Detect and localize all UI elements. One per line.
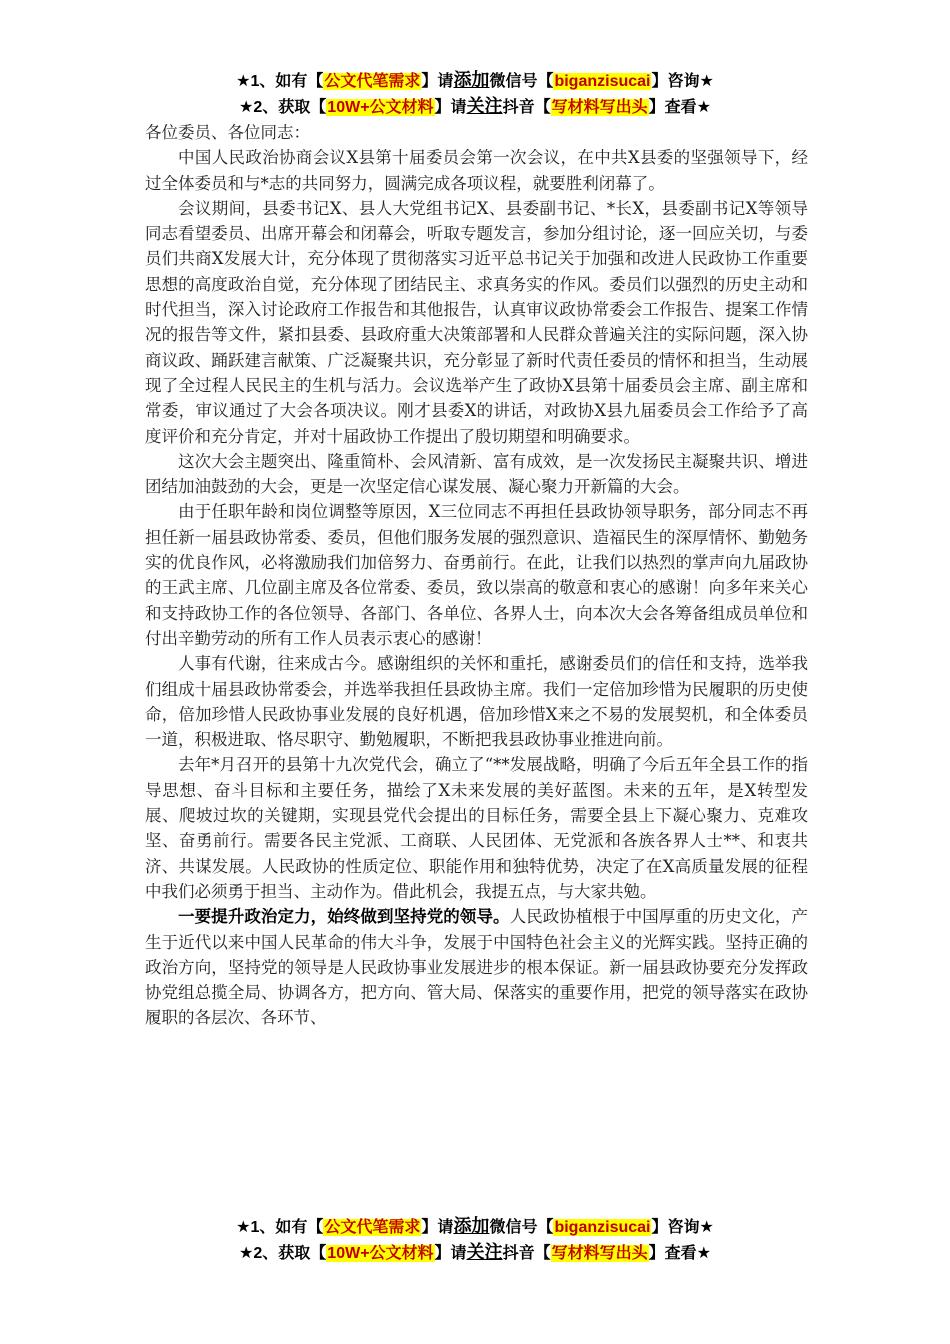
- banner-text: ★1、如有【: [236, 73, 324, 90]
- document-body: [145, 120, 808, 1031]
- highlight-service: 公文代笔需求: [324, 73, 421, 90]
- salutation: 各位委员、各位同志：: [145, 123, 310, 142]
- banner-text: 】请: [421, 73, 454, 90]
- banner-text: ★2、获取【: [239, 1245, 327, 1262]
- highlight-wechat-id: biganzisucai: [554, 73, 651, 90]
- banner-text: 】咨询★: [651, 73, 714, 90]
- highlight-wechat-id: biganzisucai: [554, 1219, 651, 1236]
- emphasis-add: 添加: [453, 1216, 490, 1236]
- banner-text: 】请: [421, 1219, 454, 1236]
- banner-line-2: [0, 1240, 950, 1266]
- highlight-service: 公文代笔需求: [324, 1219, 421, 1236]
- paragraph-7: [145, 904, 808, 1030]
- banner-text: 抖音【: [502, 99, 551, 116]
- emphasis-follow: 关注: [466, 1242, 503, 1262]
- banner-text: 】查看★: [648, 99, 711, 116]
- paragraph-6: 去年*月召开的县第十九次党代会，确立了“**发展战略，明确了今后五年全县工作的指导思想、奋斗目标和主要任务，描绘了X未来发展的美好蓝图。未来的五年，是X转型发展、爬坡过坎的关键期，实现县党代会提出的目标任务，需要全县上下凝心聚力、克难攻坚、奋勇前行。需要各民主党派、工商联、人民团体、无党派和各族各界人士**、和衷共济、共谋发展。人民政协的性质定位、职能作用和独特优势，决定了在X高质量发展的征程中我们必须勇于担当、主动作为。借此机会，我提五点，与大家共勉。: [145, 755, 808, 901]
- paragraph-1: 中国人民政治协商会议X县第十届委员会第一次会议，在中共X县委的坚强领导下，经过全体委员和与*志的共同努力，圆满完成各项议程，就要胜利闭幕了。: [145, 148, 808, 193]
- banner-text: 微信号【: [489, 1219, 554, 1236]
- banner-line-2: [0, 94, 950, 120]
- banner-line-1: [0, 68, 950, 94]
- banner-text: ★1、如有【: [236, 1219, 324, 1236]
- paragraph-5: 人事有代谢，往来成古今。感谢组织的关怀和重托，感谢委员们的信任和支持，选举我们组成十届县政协常委会，并选举我担任县政协主席。我们一定倍加珍惜为民履职的历史使命，倍加珍惜人民政协事业发展的良好机遇，倍加珍惜X来之不易的发展契机，和全体委员一道，积极进取、恪尽职守、勤勉履职，不断把我县政协事业推进向前。: [145, 654, 808, 750]
- paragraph-3: 这次大会主题突出、隆重简朴、会风清新、富有成效，是一次发扬民主凝聚共识、增进团结加油鼓劲的大会，更是一次坚定信心谋发展、凝心聚力开新篇的大会。: [145, 451, 808, 497]
- banner-text: ★2、获取【: [239, 99, 327, 116]
- point-heading: 一要提升政治定力，始终做到坚持党的领导。: [178, 907, 510, 927]
- emphasis-add: 添加: [453, 70, 490, 90]
- highlight-douyin-id: 写材料写出头: [551, 99, 648, 116]
- highlight-materials: 10W+公文材料: [327, 1245, 434, 1262]
- bottom-ad-banner: [0, 1214, 950, 1266]
- banner-text: 微信号【: [489, 73, 554, 90]
- paragraph-7-text: 人民政协植根于中国厚重的历史文化，产生于近代以来中国人民革命的伟大斗争，发展于中国特色社会主义的光辉实践。坚持正确的政治方向，坚持党的领导是人民政协事业发展进步的根本保证。新一届县政协要充分发挥政协党组总揽全局、协调各方，把方向、管大局、保落实的重要作用，把党的领导落实在政协履职的各层次、各环节、: [145, 907, 809, 1028]
- banner-line-1: [0, 1214, 950, 1240]
- paragraph-2: 会议期间，县委书记X、县人大党组书记X、县委副书记、*长X，县委副书记X等领导同志看望委员、出席开幕会和闭幕会，听取专题发言，参加分组讨论，逐一回应关切，与委员们共商X发展大计，充分体现了贯彻落实习近平总书记关于加强和改进人民政协工作重要思想的高度政治自觉，充分体现了团结民主、求真务实的作风。委员们以强烈的历史主动和时代担当，深入讨论政府工作报告和其他报告，认真审议政协常委会工作报告、提案工作情况的报告等文件，紧扣县委、县政府重大决策部署和人民群众普遍关注的实际问题，深入协商议政、踊跃建言献策、广泛凝聚共识，充分彰显了新时代责任委员的情怀和担当，生动展现了全过程人民民主的生机与活力。会议选举产生了政协X县第十届委员会主席、副主席和常委，审议通过了大会各项决议。刚才县委X的讲话，对政协X县九届委员会工作给予了高度评价和充分肯定，并对十届政协工作提出了殷切期望和明确要求。: [145, 198, 808, 446]
- paragraph-4: 由于任职年龄和岗位调整等原因，X三位同志不再担任县政协领导职务，部分同志不再担任新一届县政协常委、委员，但他们服务发展的强烈意识、造福民生的深厚情怀、勤勉务实的优良作风，必将激励我们加倍努力、奋勇前行。在此，让我们以热烈的掌声向九届政协的王武主席、几位副主席及各位常委、委员，致以崇高的敬意和衷心的感谢！向多年来关心和支持政协工作的各位领导、各部门、各单位、各界人士，向本次大会各筹备组成员单位和付出辛勤劳动的所有工作人员表示衷心的感谢！: [145, 502, 808, 648]
- banner-text: 】咨询★: [651, 1219, 714, 1236]
- highlight-douyin-id: 写材料写出头: [551, 1245, 648, 1262]
- top-ad-banner: [0, 68, 950, 120]
- emphasis-follow: 关注: [466, 96, 503, 116]
- banner-text: 】查看★: [648, 1245, 711, 1262]
- banner-text: 】请: [434, 1245, 467, 1262]
- highlight-materials: 10W+公文材料: [327, 99, 434, 116]
- banner-text: 抖音【: [502, 1245, 551, 1262]
- banner-text: 】请: [434, 99, 467, 116]
